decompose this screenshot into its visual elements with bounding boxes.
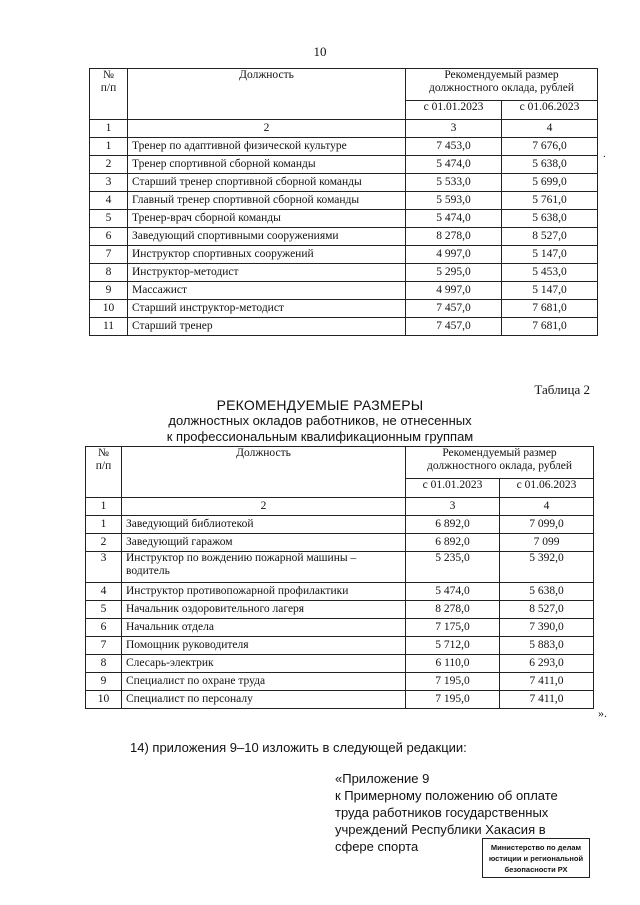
- row-salary-date-2: 5 638,0: [502, 156, 598, 174]
- row-position: Главный тренер спортивной сборной команды: [128, 192, 406, 210]
- row-position: Помощник руководителя: [122, 637, 406, 655]
- header-salary: Рекомендуемый размер должностного оклада, рублей: [406, 69, 598, 101]
- column-index-row: [86, 498, 594, 516]
- closing-quote: ».: [598, 706, 607, 720]
- header-num: № п/п: [90, 69, 128, 120]
- row-position: Старший тренер спортивной сборной команды: [128, 174, 406, 192]
- row-salary-date-2: 8 527,0: [502, 228, 598, 246]
- amendment-item-14: 14) приложения 9–10 изложить в следующей редакции:: [130, 740, 467, 755]
- table-2-title: РЕКОМЕНДУЕМЫЕ РАЗМЕРЫ: [216, 397, 424, 413]
- appendix-line: «Приложение 9: [335, 771, 430, 786]
- row-salary-date-1: 5 295,0: [406, 264, 502, 282]
- row-salary-date-2: 7 411,0: [500, 691, 594, 709]
- row-salary-date-2: 7 411,0: [500, 673, 594, 691]
- row-salary-date-2: 6 293,0: [500, 655, 594, 673]
- col-index: 3: [406, 498, 500, 516]
- row-number: 3: [86, 552, 122, 583]
- row-position: Начальник отдела: [122, 619, 406, 637]
- row-number: 8: [86, 655, 122, 673]
- table-row: [86, 601, 594, 619]
- row-position: Заведующий спортивными сооружениями: [128, 228, 406, 246]
- row-position: Специалист по персоналу: [122, 691, 406, 709]
- row-position: Тренер-врач сборной команды: [128, 210, 406, 228]
- row-position: Тренер спортивной сборной команды: [128, 156, 406, 174]
- row-position: Начальник оздоровительного лагеря: [122, 601, 406, 619]
- row-salary-date-2: 5 883,0: [500, 637, 594, 655]
- row-number: 7: [86, 637, 122, 655]
- row-number: 7: [90, 246, 128, 264]
- row-salary-date-1: 7 175,0: [406, 619, 500, 637]
- row-salary-date-1: 7 457,0: [406, 318, 502, 336]
- row-salary-date-1: 7 195,0: [406, 691, 500, 709]
- header-date-2: с 01.06.2023: [500, 479, 594, 498]
- appendix-line: к Примерному положению об оплате: [335, 788, 558, 803]
- margin-mark: .: [603, 148, 606, 160]
- row-salary-date-2: 7 390,0: [500, 619, 594, 637]
- ministry-stamp: [482, 838, 590, 878]
- row-salary-date-2: 7 676,0: [502, 138, 598, 156]
- row-salary-date-2: 7 681,0: [502, 318, 598, 336]
- table-row: [86, 637, 594, 655]
- header-position: Должность: [128, 69, 406, 120]
- row-position: Тренер по адаптивной физической культуре: [128, 138, 406, 156]
- row-number: 10: [90, 300, 128, 318]
- row-salary-date-2: 5 638,0: [502, 210, 598, 228]
- row-salary-date-1: 5 712,0: [406, 637, 500, 655]
- row-number: 6: [86, 619, 122, 637]
- table-row: [90, 264, 598, 282]
- page-number: 10: [313, 44, 327, 59]
- row-salary-date-1: 4 997,0: [406, 282, 502, 300]
- appendix-line: учреждений Республики Хакасия в: [335, 822, 546, 837]
- table-row: [86, 516, 594, 534]
- col-index: 2: [122, 498, 406, 516]
- header-position: Должность: [122, 447, 406, 498]
- row-salary-date-2: 5 761,0: [502, 192, 598, 210]
- row-number: 2: [90, 156, 128, 174]
- row-number: 8: [90, 264, 128, 282]
- row-salary-date-1: 5 593,0: [406, 192, 502, 210]
- row-number: 5: [86, 601, 122, 619]
- table-row: [90, 210, 598, 228]
- row-number: 3: [90, 174, 128, 192]
- table-row: [90, 246, 598, 264]
- appendix-line: труда работников государственных: [335, 805, 549, 820]
- column-index-row: [90, 120, 598, 138]
- row-number: 4: [86, 583, 122, 601]
- appendix-line: сфере спорта: [335, 839, 419, 854]
- row-position: Старший тренер: [128, 318, 406, 336]
- row-position: Инструктор противопожарной профилактики: [122, 583, 406, 601]
- row-number: 4: [90, 192, 128, 210]
- col-index: 4: [502, 120, 598, 138]
- row-number: 11: [90, 318, 128, 336]
- table-row: [90, 192, 598, 210]
- row-number: 1: [90, 138, 128, 156]
- row-salary-date-1: 7 453,0: [406, 138, 502, 156]
- row-salary-date-1: 6 110,0: [406, 655, 500, 673]
- row-number: 5: [90, 210, 128, 228]
- table-header-row: [90, 69, 598, 101]
- stamp-line: Министерство по делам: [490, 843, 582, 852]
- stamp-line: безопасности РХ: [504, 865, 568, 874]
- row-salary-date-1: 7 195,0: [406, 673, 500, 691]
- row-position: Заведующий гаражом: [122, 534, 406, 552]
- row-salary-date-1: 7 457,0: [406, 300, 502, 318]
- col-index: 3: [406, 120, 502, 138]
- row-salary-date-1: 5 474,0: [406, 583, 500, 601]
- row-salary-date-1: 5 235,0: [406, 552, 500, 583]
- col-index: 4: [500, 498, 594, 516]
- table-row: [86, 583, 594, 601]
- table-row: [86, 691, 594, 709]
- table-2-subtitle-line-1: должностных окладов работников, не отнесенных: [168, 413, 472, 428]
- table-row: [86, 673, 594, 691]
- table-row: [86, 552, 594, 583]
- col-index: 1: [90, 120, 128, 138]
- row-salary-date-2: 5 392,0: [500, 552, 594, 583]
- col-index: 1: [86, 498, 122, 516]
- row-position: Слесарь-электрик: [122, 655, 406, 673]
- row-salary-date-1: 8 278,0: [406, 601, 500, 619]
- stamp-line: юстиции и региональной: [488, 854, 584, 863]
- row-number: 1: [86, 516, 122, 534]
- row-salary-date-2: 5 699,0: [502, 174, 598, 192]
- row-salary-date-1: 5 474,0: [406, 156, 502, 174]
- row-salary-date-2: 7 681,0: [502, 300, 598, 318]
- table-row: [86, 619, 594, 637]
- row-salary-date-2: 8 527,0: [500, 601, 594, 619]
- row-salary-date-1: 4 997,0: [406, 246, 502, 264]
- header-num: № п/п: [86, 447, 122, 498]
- row-position: Инструктор по вождению пожарной машины – водитель: [122, 552, 406, 583]
- row-salary-date-1: 5 533,0: [406, 174, 502, 192]
- row-position: Инструктор-методист: [128, 264, 406, 282]
- row-number: 6: [90, 228, 128, 246]
- row-salary-date-1: 6 892,0: [406, 534, 500, 552]
- row-position: Специалист по охране труда: [122, 673, 406, 691]
- row-salary-date-2: 5 638,0: [500, 583, 594, 601]
- table-row: [86, 534, 594, 552]
- row-position: Старший инструктор-методист: [128, 300, 406, 318]
- table-row: [86, 655, 594, 673]
- table-row: [90, 318, 598, 336]
- header-date-1: с 01.01.2023: [406, 101, 502, 120]
- row-number: 9: [90, 282, 128, 300]
- table-caption: Таблица 2: [534, 382, 590, 397]
- table-2-subtitle-line-2: к профессиональным квалификационным группам: [166, 429, 474, 444]
- row-salary-date-2: 5 147,0: [502, 282, 598, 300]
- row-salary-date-1: 5 474,0: [406, 210, 502, 228]
- header-salary: Рекомендуемый размер должностного оклада, рублей: [406, 447, 594, 479]
- row-salary-date-2: 5 453,0: [502, 264, 598, 282]
- table-row: [90, 300, 598, 318]
- row-salary-date-1: 8 278,0: [406, 228, 502, 246]
- row-number: 10: [86, 691, 122, 709]
- col-index: 2: [128, 120, 406, 138]
- table-2-title-block: [0, 387, 640, 445]
- table-row: [90, 138, 598, 156]
- salary-table-1: [89, 68, 598, 336]
- row-position: Инструктор спортивных сооружений: [128, 246, 406, 264]
- row-number: 2: [86, 534, 122, 552]
- row-salary-date-1: 6 892,0: [406, 516, 500, 534]
- table-row: [90, 156, 598, 174]
- row-number: 9: [86, 673, 122, 691]
- row-salary-date-2: 7 099,0: [500, 516, 594, 534]
- row-position: Заведующий библиотекой: [122, 516, 406, 534]
- table-row: [90, 228, 598, 246]
- table-header-row: [86, 447, 594, 479]
- header-date-2: с 01.06.2023: [502, 101, 598, 120]
- row-salary-date-2: 5 147,0: [502, 246, 598, 264]
- row-position: Массажист: [128, 282, 406, 300]
- table-row: [90, 174, 598, 192]
- row-salary-date-2: 7 099: [500, 534, 594, 552]
- table-row: [90, 282, 598, 300]
- salary-table-2: [85, 446, 594, 709]
- header-date-1: с 01.01.2023: [406, 479, 500, 498]
